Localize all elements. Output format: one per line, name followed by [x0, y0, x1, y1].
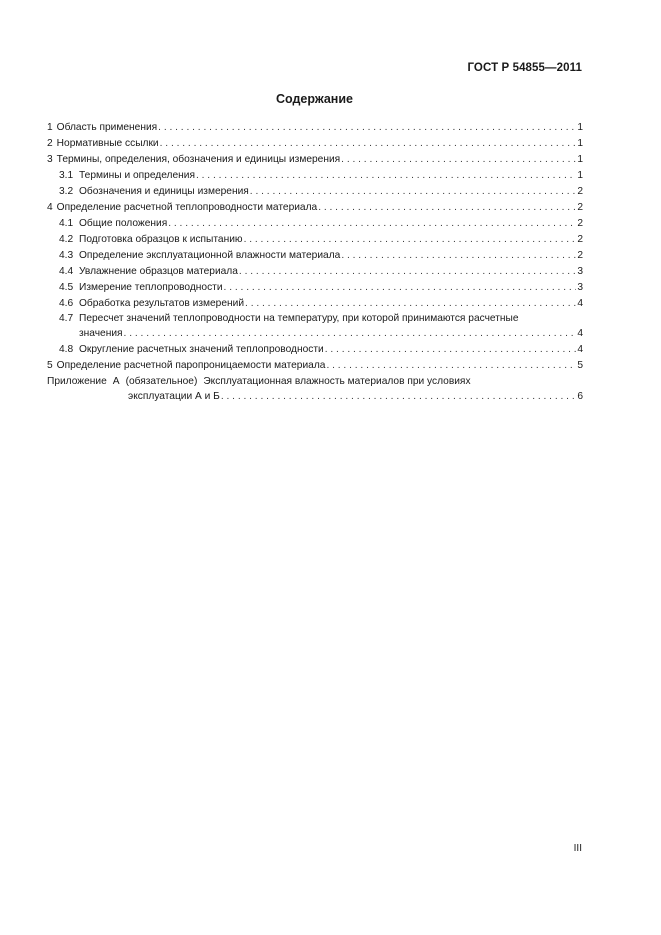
- toc-page: 3: [577, 282, 583, 293]
- toc-entry-4-4[interactable]: [47, 264, 583, 280]
- toc-text: Обозначения и единицы измерения: [79, 186, 249, 197]
- toc-entry-4-8[interactable]: [47, 342, 583, 358]
- toc-number: 5: [47, 360, 53, 371]
- toc-number: 3.2: [59, 186, 74, 197]
- toc-text: Область применения: [56, 122, 158, 133]
- toc-leader: [160, 136, 577, 152]
- toc-page: 2: [577, 250, 583, 261]
- toc-page: 3: [577, 266, 583, 277]
- toc-page: 2: [577, 218, 583, 229]
- toc-leader: [250, 184, 577, 200]
- toc-number: 4.7: [59, 313, 74, 324]
- toc-page: 4: [577, 344, 583, 355]
- toc-text-line-1: Пересчет значений теплопроводности на температуру, при которой принимаются расчетные: [79, 313, 519, 324]
- toc-leader: [341, 248, 576, 264]
- toc-leader: [158, 120, 576, 136]
- toc-leader: [221, 389, 576, 405]
- document-code: ГОСТ Р 54855—2011: [467, 62, 582, 74]
- toc-leader: [245, 296, 576, 312]
- toc-text: Обработка результатов измерений: [79, 298, 245, 309]
- toc-page: 1: [577, 170, 583, 181]
- toc-text: Определение расчетной теплопроводности материала: [56, 202, 318, 213]
- toc-leader: [168, 216, 576, 232]
- toc-entry-1[interactable]: [47, 120, 583, 136]
- toc-entry-4-3[interactable]: [47, 248, 583, 264]
- toc-number: 1: [47, 122, 53, 133]
- toc-text: Термины и определения: [79, 170, 195, 181]
- page-title: Содержание: [275, 92, 353, 106]
- toc-leader: [224, 280, 577, 296]
- toc-number: 4.6: [59, 298, 74, 309]
- toc-number: 4: [47, 202, 53, 213]
- table-of-contents: [47, 120, 583, 405]
- toc-leader: [244, 232, 577, 248]
- toc-leader: [318, 200, 576, 216]
- toc-text: Определение эксплуатационной влажности материала: [79, 250, 341, 261]
- toc-entry-4[interactable]: [47, 200, 583, 216]
- page-number: III: [573, 843, 582, 854]
- toc-text: Общие положения: [79, 218, 168, 229]
- toc-page: 1: [577, 138, 583, 149]
- toc-page: 5: [577, 360, 583, 371]
- appendix-title-line-1: Эксплуатационная влажность материалов при условиях: [203, 376, 471, 387]
- toc-leader: [325, 342, 577, 358]
- appendix-label: Приложение: [47, 376, 107, 387]
- toc-entry-4-2[interactable]: [47, 232, 583, 248]
- toc-number: 3: [47, 154, 53, 165]
- toc-leader: [341, 152, 576, 168]
- toc-number: 4.2: [59, 234, 74, 245]
- toc-text: Подготовка образцов к испытанию: [79, 234, 243, 245]
- toc-page: 1: [577, 122, 583, 133]
- toc-page: 1: [577, 154, 583, 165]
- toc-leader: [326, 358, 576, 374]
- toc-number: 4.3: [59, 250, 74, 261]
- toc-number: 4.1: [59, 218, 74, 229]
- toc-page: 6: [577, 391, 583, 402]
- toc-number: 4.4: [59, 266, 74, 277]
- toc-page: 4: [577, 328, 583, 339]
- toc-page: 4: [577, 298, 583, 309]
- toc-text: Измерение теплопроводности: [79, 282, 223, 293]
- toc-leader: [124, 326, 577, 342]
- appendix-status: (обязательное): [125, 376, 198, 387]
- toc-page: 2: [577, 202, 583, 213]
- toc-entry-2[interactable]: [47, 136, 583, 152]
- toc-leader: [239, 264, 576, 280]
- toc-text-line-2: значения: [79, 328, 123, 339]
- toc-entry-4-5[interactable]: [47, 280, 583, 296]
- appendix-title-line-2: эксплуатации А и Б: [128, 391, 220, 402]
- toc-entry-3-2[interactable]: [47, 184, 583, 200]
- toc-text: Термины, определения, обозначения и единицы измерения: [56, 154, 341, 165]
- toc-text: Увлажнение образцов материала: [79, 266, 238, 277]
- toc-entry-4-1[interactable]: [47, 216, 583, 232]
- toc-entry-3[interactable]: [47, 152, 583, 168]
- toc-number: 3.1: [59, 170, 74, 181]
- toc-entry-4-6[interactable]: [47, 296, 583, 312]
- toc-number: 4.5: [59, 282, 74, 293]
- toc-page: 2: [577, 234, 583, 245]
- appendix-letter: А: [112, 376, 120, 387]
- toc-text: Округление расчетных значений теплопроводности: [79, 344, 324, 355]
- toc-entry-4-7[interactable]: [47, 312, 583, 342]
- toc-page: 2: [577, 186, 583, 197]
- toc-number: 2: [47, 138, 53, 149]
- toc-text: Нормативные ссылки: [56, 138, 159, 149]
- toc-entry-appendix-a[interactable]: [47, 375, 583, 405]
- toc-number: 4.8: [59, 344, 74, 355]
- toc-entry-3-1[interactable]: [47, 168, 583, 184]
- toc-text: Определение расчетной паропроницаемости материала: [56, 360, 326, 371]
- toc-entry-5[interactable]: [47, 358, 583, 374]
- toc-leader: [196, 168, 576, 184]
